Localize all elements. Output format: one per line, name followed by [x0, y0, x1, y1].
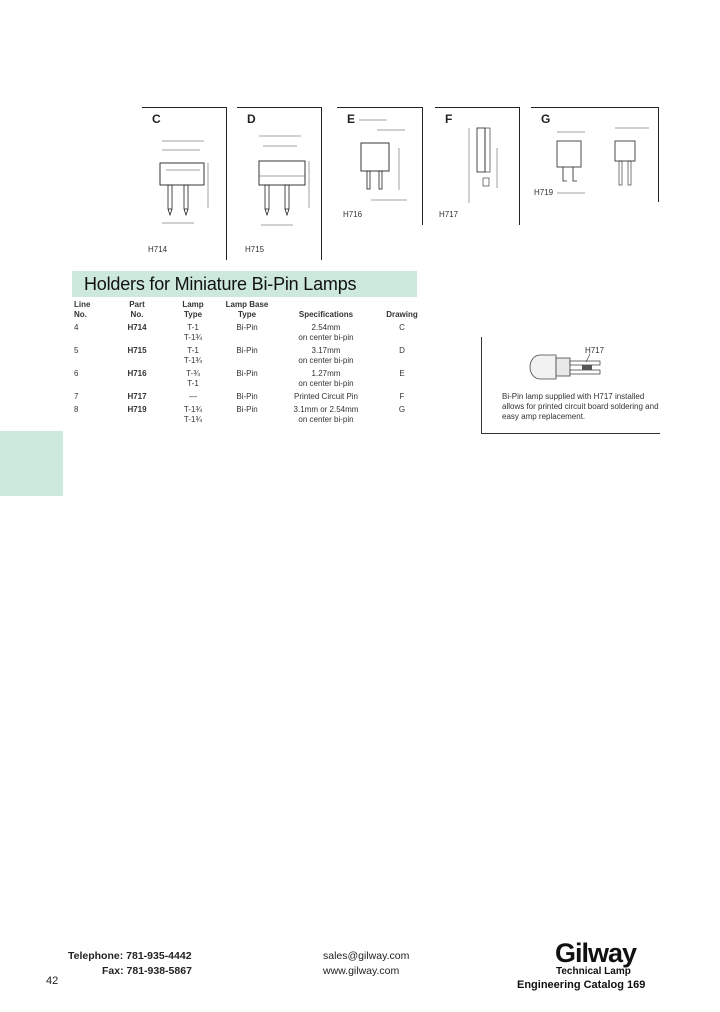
drawing-letter: C — [152, 112, 161, 126]
spec-line-2: on center bi-pin — [298, 356, 354, 365]
fax-label: Fax: — [102, 965, 124, 977]
callout-tag: H717 — [585, 346, 605, 355]
cell-base: Bi-Pin — [236, 323, 258, 332]
holder-diagram — [337, 108, 422, 225]
cell-line: 5 — [74, 346, 79, 355]
table-row — [74, 369, 424, 389]
cell-part: H714 — [127, 323, 147, 332]
part-label: H719 — [534, 188, 554, 197]
table-header-row — [74, 300, 424, 320]
cell-line: 6 — [74, 369, 79, 378]
lamp-type-2: T-1¾ — [183, 356, 203, 365]
gilway-logo: Gilway — [555, 938, 637, 968]
drawing-f — [435, 107, 520, 225]
part-label: H717 — [439, 210, 459, 219]
cell-spec — [272, 405, 380, 425]
table-row — [74, 405, 424, 425]
catalog-label: Engineering Catalog 169 — [517, 979, 646, 991]
drawing-letter: G — [541, 112, 551, 126]
spec-line-2: on center bi-pin — [298, 415, 354, 424]
header-drawing — [380, 300, 424, 320]
lamp-type-1: T-1 — [187, 323, 199, 332]
drawing-letter: D — [247, 112, 256, 126]
header-spec — [272, 300, 380, 320]
cell-base: Bi-Pin — [236, 346, 258, 355]
header-lamp — [164, 300, 222, 320]
cell-part: H719 — [127, 405, 147, 414]
cell-spec — [272, 392, 380, 402]
cell-drawing: F — [399, 392, 405, 401]
cell-part: H717 — [127, 392, 147, 401]
cell-spec — [272, 346, 380, 366]
lamp-callout — [481, 337, 660, 434]
spec-line-1: Printed Circuit Pin — [293, 392, 359, 401]
spec-table — [74, 300, 424, 425]
telephone-label: Telephone: — [68, 950, 124, 962]
cell-line: 8 — [74, 405, 79, 414]
part-label: H716 — [343, 210, 363, 219]
part-label: H714 — [148, 245, 168, 254]
holder-diagram — [237, 108, 321, 260]
header-line-bottom: No. — [74, 310, 87, 319]
drawing-e — [337, 107, 423, 225]
lamp-type-1: T-1¾ — [183, 405, 203, 414]
header-base-bottom: Type — [237, 310, 257, 319]
page-number: 42 — [46, 975, 59, 987]
logo-subtitle: Technical Lamp — [556, 966, 631, 977]
callout-caption: Bi-Pin lamp supplied with H717 installed allows for printed circuit board soldering and easy amp replacement. — [502, 392, 659, 421]
header-base-top: Lamp Base — [225, 300, 269, 309]
cell-base: Bi-Pin — [236, 392, 258, 401]
cell-base: Bi-Pin — [236, 405, 258, 414]
header-line-top: Line — [74, 300, 91, 309]
table-row — [74, 392, 424, 402]
spec-line-1: 3.1mm or 2.54mm — [293, 405, 359, 414]
header-part — [110, 300, 164, 320]
cell-lamp — [164, 346, 222, 366]
header-part-top: Part — [129, 300, 145, 309]
cell-part: H716 — [127, 369, 147, 378]
bi-pin-lamp-illustration — [482, 337, 660, 387]
spec-line-1: 3.17mm — [311, 346, 341, 355]
side-tab — [0, 431, 63, 496]
header-part-bottom: No. — [130, 310, 144, 319]
cell-line: 4 — [74, 323, 79, 332]
email-link[interactable]: sales@gilway.com — [323, 950, 410, 962]
header-line — [74, 300, 110, 320]
header-spec-label: Specifications — [298, 310, 354, 319]
cell-base: Bi-Pin — [236, 369, 258, 378]
lamp-type-1: T-¾ — [186, 369, 200, 378]
drawing-c — [142, 107, 227, 260]
fax-number: 781-938-5867 — [126, 965, 192, 977]
header-drawing-label: Drawing — [386, 310, 418, 319]
part-label: H715 — [245, 245, 265, 254]
drawing-letter: F — [445, 112, 453, 126]
cell-lamp — [164, 369, 222, 389]
cell-lamp — [164, 405, 222, 425]
table-row — [74, 323, 424, 343]
drawing-letter: E — [347, 112, 356, 126]
lamp-type-1: — — [189, 392, 197, 401]
drawing-g — [531, 107, 659, 202]
cell-drawing: E — [399, 369, 405, 378]
holder-diagram — [142, 108, 226, 260]
drawing-d — [237, 107, 322, 260]
cell-part: H715 — [127, 346, 147, 355]
section-title: Holders for Miniature Bi-Pin Lamps — [84, 274, 357, 294]
cell-lamp — [164, 392, 222, 402]
spec-line-1: 1.27mm — [311, 369, 341, 378]
cell-spec — [272, 323, 380, 343]
telephone-line — [68, 950, 192, 962]
holder-diagram — [435, 108, 519, 225]
table-row — [74, 346, 424, 366]
fax-line — [102, 965, 192, 977]
spec-line-2: on center bi-pin — [298, 379, 354, 388]
cell-lamp — [164, 323, 222, 343]
website-link[interactable]: www.gilway.com — [323, 965, 400, 977]
telephone-number: 781-935-4442 — [126, 950, 192, 962]
lamp-type-2: T-1¾ — [183, 333, 203, 342]
header-lamp-bottom: Type — [183, 310, 203, 319]
lamp-type-2: T-1¾ — [183, 415, 203, 424]
section-heading-band — [72, 271, 417, 297]
lamp-type-1: T-1 — [187, 346, 199, 355]
spec-line-1: 2.54mm — [311, 323, 341, 332]
cell-spec — [272, 369, 380, 389]
cell-drawing: C — [399, 323, 405, 332]
cell-drawing: G — [398, 405, 406, 414]
spec-line-2: on center bi-pin — [298, 333, 354, 342]
header-lamp-top: Lamp — [182, 300, 204, 309]
cell-line: 7 — [74, 392, 79, 401]
lamp-type-2: T-1 — [187, 379, 199, 388]
header-base — [222, 300, 272, 320]
cell-drawing: D — [399, 346, 405, 355]
